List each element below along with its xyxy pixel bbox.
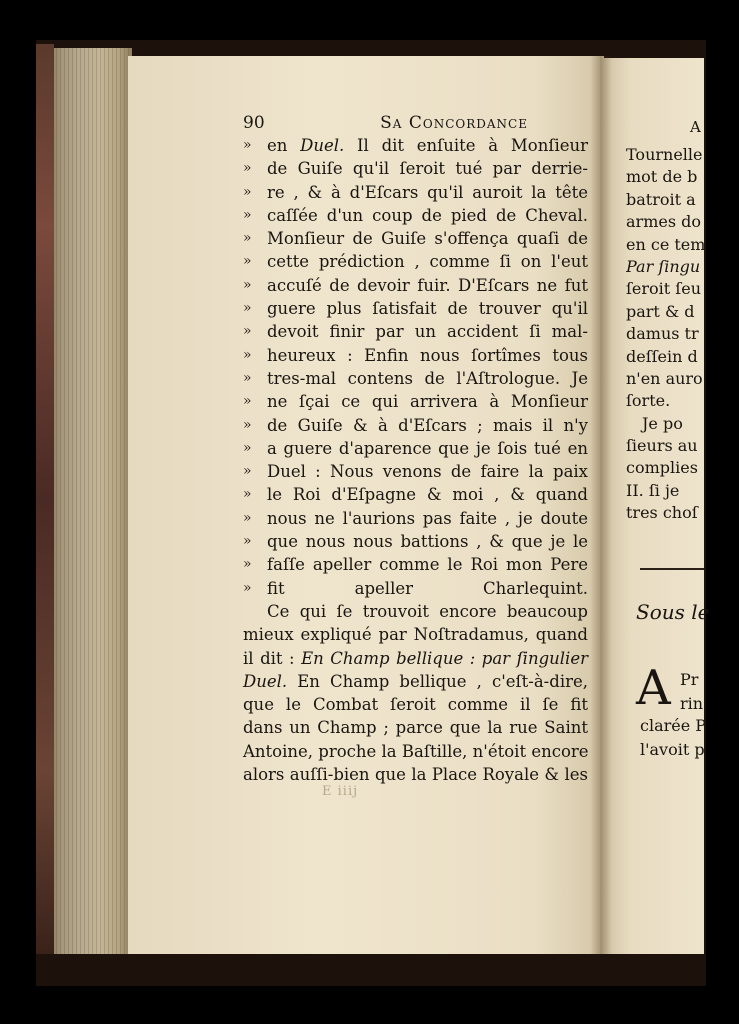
text-line: ſorte. bbox=[626, 391, 671, 411]
quotation-mark: » bbox=[243, 463, 252, 480]
text-line bbox=[243, 670, 588, 693]
quotation-mark: » bbox=[243, 393, 252, 410]
text-line bbox=[243, 483, 588, 506]
text-line: complies bbox=[626, 458, 698, 478]
section-rule bbox=[640, 568, 704, 570]
text-line bbox=[243, 716, 588, 739]
left-page-text bbox=[243, 112, 588, 786]
line-text: que nous nous battions , & que je le bbox=[267, 532, 588, 552]
text-line bbox=[243, 204, 588, 227]
text-line: ſieurs au bbox=[626, 436, 698, 456]
text-line bbox=[243, 460, 588, 483]
line-text: alors auſſi-bien que la Place Royale & les bbox=[243, 765, 588, 785]
line-text: guere plus ſatisfait de trouver qu'il bbox=[267, 299, 588, 319]
line-text: de Guiſe qu'il ſeroit tué par derrie- bbox=[267, 159, 588, 179]
text-line: Tournelle bbox=[626, 145, 703, 164]
line-text: tres-mal contens de l'Aſtrologue. Je bbox=[267, 368, 588, 388]
quotation-mark: » bbox=[243, 137, 252, 153]
text-line bbox=[243, 530, 588, 553]
line-text: que le Combat ſeroit comme il ſe fit bbox=[243, 695, 588, 715]
line-text: heureux : Enfin nous ſortîmes tous bbox=[267, 345, 588, 365]
quotation-mark: » bbox=[243, 486, 252, 503]
quotation-mark: » bbox=[243, 509, 252, 526]
text-line bbox=[243, 390, 588, 413]
line-text: Duel. En Champ bellique , c'eſt-à-dire, bbox=[243, 671, 588, 691]
line-text: en Duel. Il dit enſuite à Monſieur bbox=[267, 136, 588, 155]
text-line bbox=[243, 320, 588, 343]
line-text: ne ſçai ce qui arrivera à Monſieur bbox=[267, 392, 588, 412]
italic-quote: En Champ bellique : par ſingulier bbox=[301, 648, 588, 668]
text-line: II. ſi je bbox=[626, 480, 680, 500]
text-line bbox=[243, 274, 588, 297]
quotation-mark: » bbox=[243, 346, 252, 363]
line-text: Monſieur de Guiſe s'offença quaſi de bbox=[267, 229, 588, 249]
text-line bbox=[243, 414, 588, 437]
text-block bbox=[243, 134, 588, 786]
section-heading: Sous le bbox=[636, 600, 710, 624]
text-line bbox=[243, 437, 588, 460]
text-line: rin bbox=[680, 694, 704, 713]
text-line bbox=[243, 134, 588, 157]
text-line: ſeroit ſeu bbox=[626, 279, 701, 299]
text-line: damus tr bbox=[626, 324, 699, 344]
quotation-mark: » bbox=[243, 556, 252, 573]
italic-word: Duel. bbox=[243, 671, 288, 691]
drop-cap-continuation bbox=[680, 668, 706, 716]
quotation-mark: » bbox=[243, 253, 252, 270]
text-line bbox=[243, 157, 588, 180]
text-line: l'avoit p bbox=[640, 740, 705, 759]
right-header-fragment: A bbox=[690, 118, 701, 136]
text-line bbox=[243, 227, 588, 250]
line-text: a guere d'aparence que je ſois tué en bbox=[267, 438, 588, 458]
quotation-mark: » bbox=[243, 183, 252, 200]
text-line bbox=[243, 553, 588, 576]
text-line: mot de b bbox=[626, 167, 698, 187]
signature-mark: E iiij bbox=[322, 784, 359, 799]
text-line: Par ſingu bbox=[626, 256, 701, 276]
line-text: il dit : En Champ bellique : par ſingulier bbox=[243, 648, 588, 668]
right-page-text bbox=[626, 144, 706, 525]
quotation-mark: » bbox=[243, 533, 252, 550]
text-line bbox=[243, 367, 588, 390]
text-line bbox=[243, 647, 588, 670]
text-line: clarée P bbox=[640, 716, 706, 735]
quotation-mark: » bbox=[243, 416, 252, 433]
line-text: faſſe apeller comme le Roi mon Pere bbox=[267, 555, 588, 575]
text-line: deſſein d bbox=[626, 346, 698, 366]
text-line: part & d bbox=[626, 301, 695, 321]
running-title: Sa Concordance bbox=[380, 113, 528, 133]
text-line bbox=[243, 623, 588, 646]
page-gutter bbox=[590, 56, 612, 954]
text-line bbox=[243, 507, 588, 530]
quotation-mark: » bbox=[243, 579, 252, 596]
text-line: batroit a bbox=[626, 189, 696, 209]
line-text: nous ne l'aurions pas faite , je doute bbox=[267, 508, 588, 528]
line-text: fit apeller Charlequint. bbox=[267, 578, 588, 598]
line-text: Duel : Nous venons de faire la paix bbox=[267, 462, 588, 482]
text-line bbox=[243, 297, 588, 320]
line-text: caſſée d'un coup de pied de Cheval. bbox=[267, 205, 588, 225]
drop-cap: A bbox=[636, 660, 671, 716]
text-line bbox=[243, 181, 588, 204]
quotation-mark: » bbox=[243, 369, 252, 386]
text-line bbox=[243, 693, 588, 716]
text-line bbox=[243, 740, 588, 763]
paragraph-continuation bbox=[640, 714, 706, 762]
italic-word: Duel. bbox=[300, 136, 345, 155]
line-text: Ce qui ſe trouvoit encore beaucoup bbox=[267, 601, 588, 621]
quotation-mark: » bbox=[243, 160, 252, 177]
text-line: n'en auro bbox=[626, 368, 703, 388]
quotation-mark: » bbox=[243, 300, 252, 317]
line-text: accuſé de devoir fuir. D'Eſcars ne fut bbox=[267, 275, 588, 295]
line-text: Antoine, proche la Baſtille, n'étoit encore bbox=[243, 741, 589, 761]
line-text: re , & à d'Eſcars qu'il auroit la tête bbox=[267, 182, 588, 202]
page-number: 90 bbox=[243, 113, 265, 133]
text-line bbox=[243, 763, 588, 786]
text-line bbox=[243, 250, 588, 273]
line-text: cette prédiction , comme ſi on l'eut bbox=[267, 252, 588, 272]
line-text: mieux expliqué par Noſtradamus, quand bbox=[243, 625, 588, 645]
quotation-mark: » bbox=[243, 276, 252, 293]
line-text: dans un Champ ; parce que la rue Saint bbox=[243, 718, 588, 738]
text-line bbox=[243, 600, 588, 623]
text-line: en ce tem bbox=[626, 234, 706, 254]
text-line bbox=[243, 344, 588, 367]
text-line bbox=[243, 577, 588, 600]
page-header bbox=[243, 112, 588, 134]
binding-edge bbox=[36, 44, 54, 954]
line-text: le Roi d'Eſpagne & moi , & quand bbox=[267, 485, 588, 505]
quotation-mark: » bbox=[243, 230, 252, 247]
text-line: armes do bbox=[626, 212, 701, 232]
text-line: Je po bbox=[642, 413, 683, 433]
text-line: tres choſ bbox=[626, 503, 698, 523]
text-line: Pr bbox=[680, 670, 699, 689]
line-text: devoit finir par un accident ſi mal- bbox=[267, 322, 588, 342]
quotation-mark: » bbox=[243, 323, 252, 340]
quotation-mark: » bbox=[243, 439, 252, 456]
quotation-mark: » bbox=[243, 206, 252, 223]
line-text: de Guiſe & à d'Eſcars ; mais il n'y bbox=[267, 415, 588, 435]
